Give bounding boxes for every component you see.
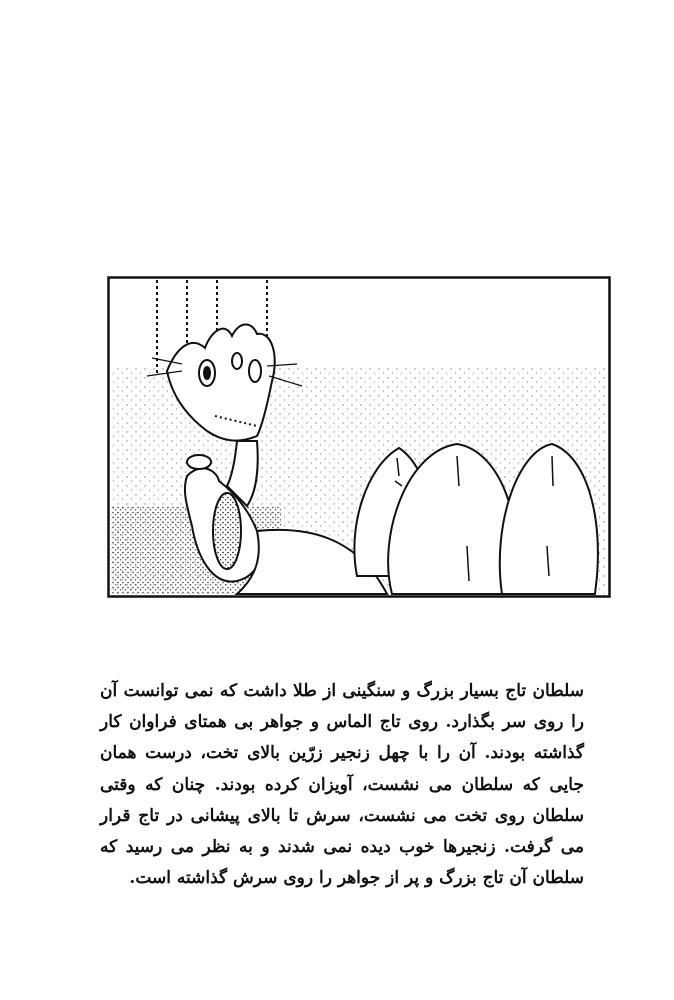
story-line-5: سلطان روی تخت می نشست، سرش تا بالای پیشانی در تاج قرار: [100, 805, 584, 826]
story-illustration: [107, 276, 611, 598]
story-line-1: سلطان تاج بسیار بزرگ و سنگینی از طلا داشت که نمی توانست آن: [100, 681, 584, 701]
story-line-4: جایی که سلطان می نشست، آویزان کرده بودند. چنان که وقتی: [100, 774, 584, 795]
elders: [354, 444, 598, 594]
story-text: [100, 676, 584, 894]
story-line-7: سلطان آن تاج بزرگ و پر از جواهر را روی سرش گذاشته است.: [129, 868, 584, 889]
story-line-6: می گرفت. زنجیرها خوب دیده نمی شدند و به نظر می رسید که: [100, 837, 584, 858]
story-line-3: گذاشته بودند. آن را با چهل زنجیر زرّین بالای تخت، درست همان: [100, 743, 584, 764]
story-line-2: را روی سر بگذارد. روی تاج الماس و جواهر بی همتای فراوان کار: [100, 712, 584, 733]
